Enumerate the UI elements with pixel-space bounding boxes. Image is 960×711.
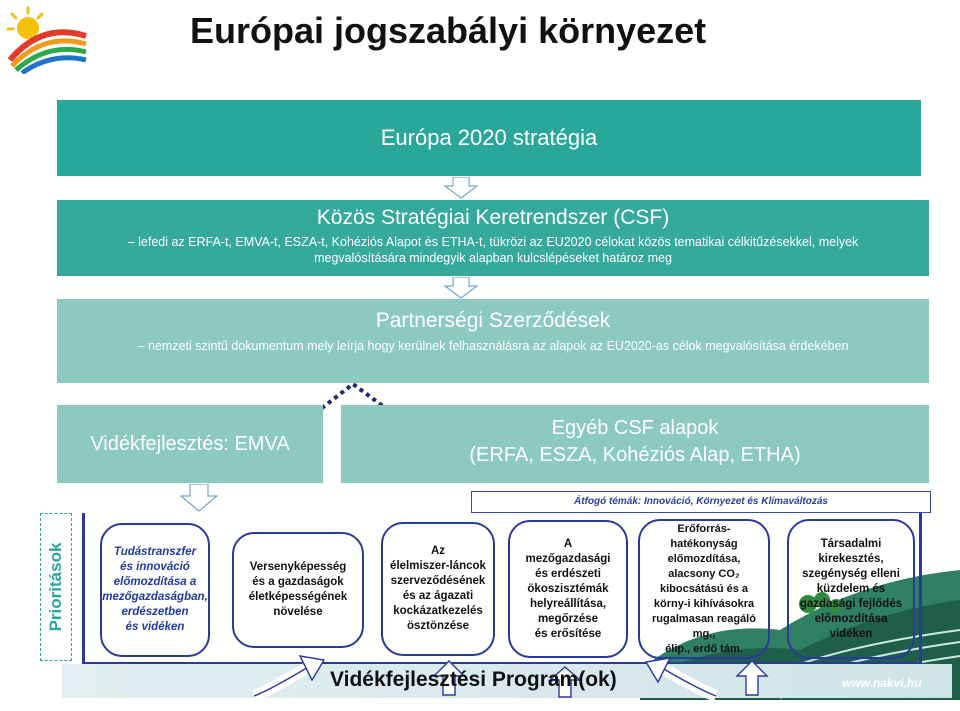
priority-line: szerveződésének (390, 575, 486, 587)
down-arrow-icon (444, 177, 478, 199)
priority-line: növelése (273, 606, 323, 618)
priority-line: körny-i kihívásokra (653, 597, 755, 610)
priority-line: és vidéken (125, 621, 185, 633)
priority-line: mg., (692, 627, 716, 640)
partnership-agreements-box (57, 299, 929, 383)
priority-line: mezőgazdaságban, (102, 591, 208, 603)
priority-line: és erősítése (534, 627, 602, 640)
other-funds-subtitle: (ERFA, ESZA, Kohéziós Alap, ETHA) (469, 444, 801, 466)
eu2020-strategy-box (57, 100, 921, 176)
logo-sun-rainbow-icon (2, 2, 88, 74)
priority-line: Versenyképesség (249, 561, 347, 573)
priority-line: küzdelem és (816, 582, 886, 595)
partnership-title: Partnerségi Szerződések (375, 309, 611, 332)
priority-line: ökoszisztémák (527, 582, 609, 595)
priority-line: kirekesztés, (818, 552, 884, 565)
priority-line: kockázatkezelés (393, 605, 483, 617)
priority-line: szegénység elleni (802, 567, 900, 580)
priority-line: Az (430, 545, 446, 557)
priority-card-3-text (390, 544, 486, 634)
emva-title: Vidékfejlesztés: EMVA (90, 433, 290, 455)
csf-description: – lefedi az ERFA-t, EMVA-t, ESZA-t, Kohéziós Alapot és ETHA-t, tükrözi az EU2020 célokat közös tematikai célkitűzésekkel, melyek megvalósítására mindegyik alapban kulcslépéseket határoz meg (127, 235, 859, 265)
priority-line: vidéken (829, 627, 873, 640)
up-arrow-icon (735, 660, 769, 696)
priority-line: és innováció (120, 561, 190, 573)
emva-box (57, 405, 323, 483)
priority-card-3 (381, 522, 495, 656)
priority-card-1 (100, 523, 210, 657)
priority-line: rugalmasan reagáló (652, 612, 756, 625)
priority-line: Tudástranszfer (113, 546, 197, 558)
priority-line: és az ágazati (402, 590, 474, 602)
priority-line: előmozdítása, (667, 552, 741, 565)
rural-development-program-label: Vidékfejlesztési Program(ok) (330, 668, 617, 691)
csf-box (57, 200, 929, 276)
priority-line: helyreállítása, (529, 597, 607, 610)
priority-card-4-text (526, 537, 611, 642)
priority-line: ösztönzése (406, 620, 469, 632)
priority-card-6 (787, 519, 915, 659)
crosscutting-themes-bar: Átfogó témák: Innováció, Környezet és Klímaváltozás (471, 491, 931, 513)
up-arrow-icon (640, 654, 720, 700)
priority-line: előmozdítása (814, 612, 888, 625)
up-arrow-icon (250, 650, 330, 700)
page-title: Európai jogszabályi környezet (190, 10, 707, 51)
priority-card-5 (638, 519, 770, 659)
partnership-description: – nemzeti szintű dokumentum mely leírja hogy kerülnek felhasználásra az alapok az EU2020-as célok megvalósítása érdekében (137, 339, 849, 353)
priority-line: A (563, 537, 573, 550)
priority-line: mezőgazdasági (525, 552, 611, 565)
priority-card-2-text (249, 560, 347, 620)
footer-url: www.nakvi.hu (842, 676, 922, 690)
priority-line: és a gazdaságok (252, 576, 344, 588)
priority-line: és erdészeti (535, 567, 601, 580)
other-funds-title: Egyéb CSF alapok (551, 417, 719, 439)
priority-line: gazdasági fejlődés (799, 597, 903, 610)
priority-card-5-text (646, 522, 762, 657)
priority-card-4 (508, 520, 628, 658)
priority-line: életképességének (248, 591, 348, 603)
priority-line: Társadalmi (820, 537, 882, 550)
priority-line: megőrzése (537, 612, 599, 625)
priority-line: élelmiszer-láncok (390, 560, 486, 572)
priority-card-6-text (800, 537, 902, 642)
priority-line: kibocsátású és a (659, 582, 749, 595)
priority-card-1-text (102, 545, 207, 635)
priority-card-2 (232, 532, 364, 648)
priorities-label-text: Prioritások (46, 542, 65, 632)
down-arrow-icon (180, 484, 218, 512)
priority-line: előmozdítása a (113, 576, 197, 588)
priorities-label (40, 513, 72, 661)
eu2020-title: Európa 2020 stratégia (380, 125, 598, 150)
priority-line: erdészetben (121, 606, 189, 618)
csf-title: Közös Stratégiai Keretrendszer (CSF) (316, 206, 670, 229)
priority-line: élip., erdő tám. (665, 642, 743, 655)
other-csf-funds-box (341, 405, 929, 483)
priority-line: alacsony CO₂ (668, 567, 740, 580)
priority-line: Erőforrás-hatékonyság (670, 522, 738, 550)
down-arrow-icon (444, 277, 478, 299)
